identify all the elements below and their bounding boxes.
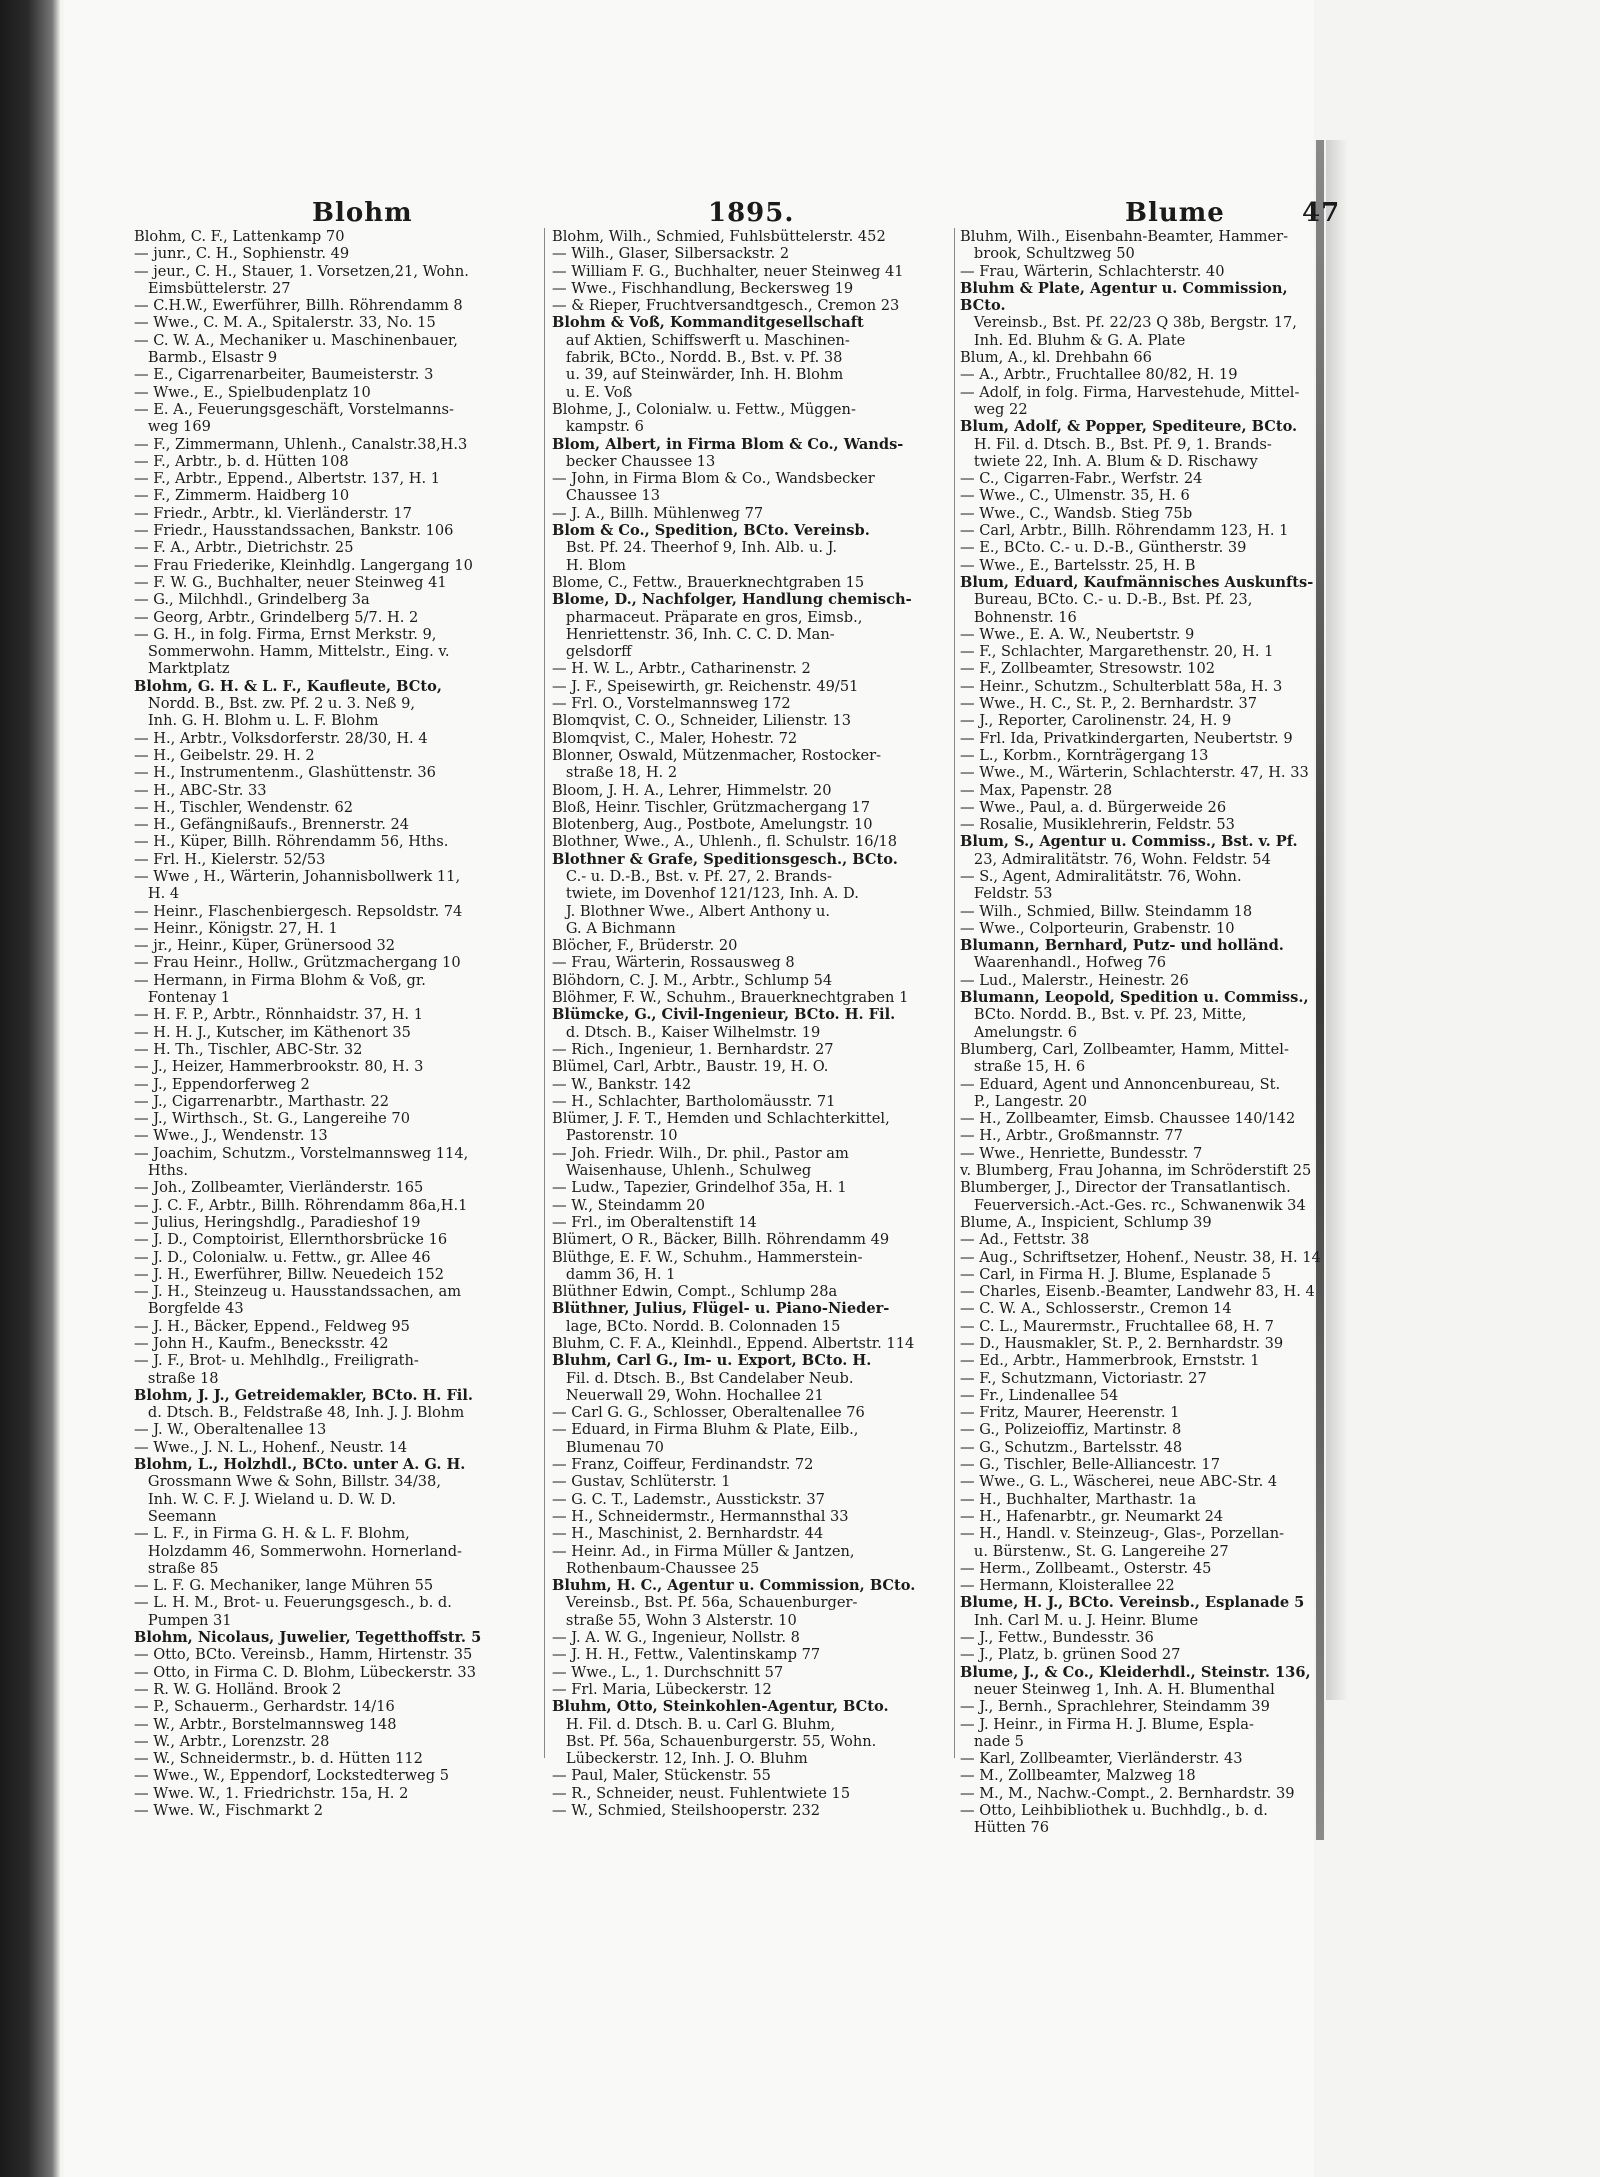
- directory-entry-line: kampstr. 6: [552, 418, 644, 436]
- directory-entry-line: — J. H., Steinzeug u. Hausstandssachen, am: [134, 1283, 462, 1301]
- directory-entry-line: Blume, J., & Co., Kleiderhdl., Steinstr. 136,: [960, 1663, 1311, 1681]
- directory-entry-line: — Otto, Leihbibliothek u. Buchhdlg., b. d.: [960, 1802, 1268, 1820]
- directory-entry-line: — S., Agent, Admiralitätstr. 76, Wohn.: [960, 867, 1242, 885]
- directory-entry-line: fabrik, BCto., Nordd. B., Bst. v. Pf. 38: [552, 349, 843, 367]
- directory-entry-line: Blum, Adolf, & Popper, Spediteure, BCto.: [960, 418, 1298, 436]
- directory-entry-line: — Wwe., Colporteurin, Grabenstr. 10: [960, 919, 1235, 937]
- directory-entry-line: — A., Arbtr., Fruchtallee 80/82, H. 19: [960, 366, 1238, 384]
- directory-entry-line: — Wwe., W., Eppendorf, Lockstedterweg 5: [134, 1767, 449, 1785]
- directory-entry-line: Blüthner Edwin, Compt., Schlump 28a: [552, 1283, 838, 1301]
- directory-entry-line: — & Rieper, Fruchtversandtgesch., Cremon 23: [552, 297, 900, 315]
- directory-entry-line: straße 55, Wohn 3 Alsterstr. 10: [552, 1611, 797, 1629]
- directory-entry-line: lage, BCto. Nordd. B. Colonnaden 15: [552, 1317, 841, 1335]
- directory-entry-line: straße 18, H. 2: [552, 764, 678, 782]
- directory-entry-line: — Charles, Eisenb.-Beamter, Landwehr 83, H. 4: [960, 1283, 1315, 1301]
- directory-entry-line: Bluhm, H. C., Agentur u. Commission, BCto.: [552, 1577, 916, 1595]
- directory-entry-line: — H., Schneidermstr., Hermannsthal 33: [552, 1507, 849, 1525]
- directory-entry-line: — Heinr., Schutzm., Schulterblatt 58a, H. 3: [960, 677, 1283, 695]
- directory-entry-line: Inh. W. C. F. J. Wieland u. D. W. D.: [134, 1490, 397, 1508]
- directory-entry-line: — E., BCto. C.- u. D.-B., Güntherstr. 39: [960, 539, 1247, 557]
- directory-entry-line: — J., Cigarrenarbtr., Marthastr. 22: [134, 1092, 390, 1110]
- directory-entry-line: — Heinr., Flaschenbiergesch. Repsoldstr. 74: [134, 902, 463, 920]
- directory-entry-line: — Wwe., C. M. A., Spitalerstr. 33, No. 15: [134, 314, 436, 332]
- directory-entry-line: — J. H. H., Fettw., Valentinskamp 77: [552, 1646, 821, 1664]
- directory-entry-line: Blümel, Carl, Arbtr., Baustr. 19, H. O.: [552, 1058, 829, 1076]
- running-head-year: 1895.: [708, 198, 795, 228]
- directory-entry-line: — Wwe., L., 1. Durchschnitt 57: [552, 1663, 784, 1681]
- column-rule-left: [544, 228, 545, 1758]
- directory-entry-line: — J. H., Ewerführer, Billw. Neuedeich 152: [134, 1265, 445, 1283]
- directory-entry-line: Blumberger, J., Director der Transatlantisch.: [960, 1179, 1291, 1197]
- directory-entry-line: Blum, S., Agentur u. Commiss., Bst. v. Pf.: [960, 833, 1298, 851]
- directory-entry-line: Bohnenstr. 16: [960, 608, 1077, 626]
- directory-entry-line: — H., Hafenarbtr., gr. Neumarkt 24: [960, 1507, 1224, 1525]
- directory-entry-line: twiete, im Dovenhof 121/123, Inh. A. D.: [552, 885, 859, 903]
- directory-entry-line: — L. F. G. Mechaniker, lange Mühren 55: [134, 1577, 434, 1595]
- directory-entry-line: J. Blothner Wwe., Albert Anthony u.: [552, 902, 831, 920]
- directory-entry-line: — J. D., Comptoirist, Ellernthorsbrücke 16: [134, 1231, 448, 1249]
- directory-entry-line: — H., Küper, Billh. Röhrendamm 56, Hths.: [134, 833, 449, 851]
- directory-entry-line: — H., Tischler, Wendenstr. 62: [134, 798, 354, 816]
- directory-entry-line: Amelungstr. 6: [960, 1023, 1078, 1041]
- directory-entry-line: — Georg, Arbtr., Grindelberg 5/7. H. 2: [134, 608, 419, 626]
- directory-entry-line: — G. H., in folg. Firma, Ernst Merkstr. 9,: [134, 625, 437, 643]
- directory-entry-line: Blotenberg, Aug., Postbote, Amelungstr. 10: [552, 816, 873, 834]
- directory-entry-line: auf Aktien, Schiffswerft u. Maschinen-: [552, 331, 850, 349]
- directory-entry-line: — Hermann, Kloisterallee 22: [960, 1577, 1175, 1595]
- directory-entry-line: — Frau, Wärterin, Rossausweg 8: [552, 954, 795, 972]
- directory-entry-line: — H., Arbtr., Großmannstr. 77: [960, 1127, 1183, 1145]
- directory-entry-line: pharmaceut. Präparate en gros, Eimsb.,: [552, 608, 863, 626]
- directory-entry-line: — Gustav, Schlüterstr. 1: [552, 1473, 731, 1491]
- directory-entry-line: — Joh., Zollbeamter, Vierländerstr. 165: [134, 1179, 424, 1197]
- directory-entry-line: H. Fil. d. Dtsch. B. u. Carl G. Bluhm,: [552, 1715, 836, 1733]
- directory-entry-line: — Lud., Malerstr., Heinestr. 26: [960, 971, 1189, 989]
- directory-entry-line: — Adolf, in folg. Firma, Harvestehude, Mittel-: [960, 383, 1300, 401]
- directory-entry-line: — W., Schneidermstr., b. d. Hütten 112: [134, 1750, 423, 1768]
- directory-entry-line: — Frl., im Oberaltenstift 14: [552, 1213, 757, 1231]
- directory-entry-line: G. A Bichmann: [552, 919, 676, 937]
- column-rule-right: [954, 228, 955, 1758]
- directory-column-3: [960, 228, 1332, 1837]
- directory-column-2: [552, 228, 952, 1819]
- directory-entry-line: — Ad., Fettstr. 38: [960, 1231, 1090, 1249]
- directory-entry-line: — G., Polizeioffiz, Martinstr. 8: [960, 1421, 1182, 1439]
- directory-entry-line: Blomqvist, C., Maler, Hohestr. 72: [552, 729, 798, 747]
- directory-entry-line: Holzdamm 46, Sommerwohn. Hornerland-: [134, 1542, 462, 1560]
- directory-entry-line: — Otto, in Firma C. D. Blohm, Lübeckerstr. 33: [134, 1663, 476, 1681]
- directory-entry-line: — Wwe., J. N. L., Hohenf., Neustr. 14: [134, 1438, 408, 1456]
- directory-entry-line: — F., Schlachter, Margarethenstr. 20, H. 1: [960, 643, 1274, 661]
- directory-entry-line: C.- u. D.-B., Bst. v. Pf. 27, 2. Brands-: [552, 867, 832, 885]
- directory-entry-line: Marktplatz: [134, 660, 230, 678]
- directory-entry-line: Sommerwohn. Hamm, Mittelstr., Eing. v.: [134, 643, 450, 661]
- directory-entry-line: Blöhmer, F. W., Schuhm., Brauerknechtgraben 1: [552, 989, 909, 1007]
- directory-entry-line: — Wwe., E., Spielbudenplatz 10: [134, 383, 371, 401]
- directory-entry-line: Bloß, Heinr. Tischler, Grützmachergang 17: [552, 798, 871, 816]
- directory-entry-line: — Frau Friederike, Kleinhdlg. Langergang 10: [134, 556, 473, 574]
- directory-entry-line: Blümer, J. F. T., Hemden und Schlachterkittel,: [552, 1110, 890, 1128]
- directory-entry-line: — M., M., Nachw.-Compt., 2. Bernhardstr. 39: [960, 1784, 1295, 1802]
- directory-entry-line: Henriettenstr. 36, Inh. C. C. D. Man-: [552, 625, 835, 643]
- directory-entry-line: — H., Zollbeamter, Eimsb. Chaussee 140/142: [960, 1110, 1296, 1128]
- directory-entry-line: Blohm, G. H. & L. F., Kaufleute, BCto,: [134, 677, 442, 695]
- directory-entry-line: — J. A. W. G., Ingenieur, Nollstr. 8: [552, 1629, 800, 1647]
- directory-entry-line: — J. C. F., Arbtr., Billh. Röhrendamm 86a,H.1: [134, 1196, 468, 1214]
- directory-entry-line: — Ed., Arbtr., Hammerbrook, Ernststr. 1: [960, 1352, 1260, 1370]
- directory-entry-line: Bluhm, Carl G., Im- u. Export, BCto. H.: [552, 1352, 872, 1370]
- directory-entry-line: — G., Milchhdl., Grindelberg 3a: [134, 591, 370, 609]
- directory-entry-line: — Julius, Heringshdlg., Paradieshof 19: [134, 1213, 421, 1231]
- directory-entry-line: — G., Schutzm., Bartelsstr. 48: [960, 1438, 1183, 1456]
- directory-entry-line: — Wwe., H. C., St. P., 2. Bernhardstr. 37: [960, 695, 1258, 713]
- directory-entry-line: — Wwe., Paul, a. d. Bürgerweide 26: [960, 798, 1227, 816]
- directory-entry-line: — Friedr., Hausstandssachen, Bankstr. 106: [134, 522, 454, 540]
- directory-entry-line: — J. F., Brot- u. Mehlhdlg., Freiligrath-: [134, 1352, 419, 1370]
- directory-entry-line: becker Chaussee 13: [552, 452, 716, 470]
- directory-entry-line: — J. F., Speisewirth, gr. Reichenstr. 49/51: [552, 677, 859, 695]
- directory-entry-line: — Wwe., E., Bartelsstr. 25, H. B: [960, 556, 1196, 574]
- directory-entry-line: — L. F., in Firma G. H. & L. F. Blohm,: [134, 1525, 410, 1543]
- directory-entry-line: — Frl. O., Vorstelmannsweg 172: [552, 695, 791, 713]
- directory-entry-line: Blohm, C. F., Lattenkamp 70: [134, 228, 345, 245]
- directory-entry-line: — H., Gefängnißaufs., Brennerstr. 24: [134, 816, 410, 834]
- directory-entry-line: Blöhdorn, C. J. M., Arbtr., Schlump 54: [552, 971, 833, 989]
- directory-entry-line: — Carl, Arbtr., Billh. Röhrendamm 123, H. 1: [960, 522, 1289, 540]
- directory-entry-line: — F., Zimmerm. Haidberg 10: [134, 487, 350, 505]
- directory-entry-line: — H., Geibelstr. 29. H. 2: [134, 746, 315, 764]
- directory-entry-line: — Wwe., Fischhandlung, Beckersweg 19: [552, 279, 854, 297]
- directory-entry-line: Blumann, Bernhard, Putz- und holländ.: [960, 937, 1284, 955]
- directory-entry-line: Eimsbüttelerstr. 27: [134, 279, 291, 297]
- directory-entry-line: — R., Schneider, neust. Fuhlentwiete 15: [552, 1784, 851, 1802]
- directory-entry-line: — Frl. Maria, Lübeckerstr. 12: [552, 1680, 772, 1698]
- directory-entry-line: — H., Instrumentenm., Glashüttenstr. 36: [134, 764, 436, 782]
- directory-entry-line: — H. H. J., Kutscher, im Käthenort 35: [134, 1023, 411, 1041]
- directory-entry-line: — H., Maschinist, 2. Bernhardstr. 44: [552, 1525, 824, 1543]
- directory-entry-line: — John, in Firma Blom & Co., Wandsbecker: [552, 470, 875, 488]
- directory-entry-line: Blonner, Oswald, Mützenmacher, Rostocker-: [552, 746, 881, 764]
- directory-entry-line: — Carl, in Firma H. J. Blume, Esplanade 5: [960, 1265, 1272, 1283]
- directory-entry-line: — F., Zimmermann, Uhlenh., Canalstr.38,H.3: [134, 435, 468, 453]
- directory-entry-line: Waarenhandl., Hofweg 76: [960, 954, 1167, 972]
- directory-entry-line: d. Dtsch. B., Feldstraße 48, Inh. J. J. Blohm: [134, 1404, 465, 1422]
- directory-entry-line: — J., Fettw., Bundesstr. 36: [960, 1629, 1154, 1647]
- directory-entry-line: — Wwe. W., 1. Friedrichstr. 15a, H. 2: [134, 1784, 409, 1802]
- directory-entry-line: Inh. Carl M. u. J. Heinr. Blume: [960, 1611, 1199, 1629]
- directory-entry-line: Bureau, BCto. C.- u. D.-B., Bst. Pf. 23,: [960, 591, 1253, 609]
- directory-entry-line: — H., Arbtr., Volksdorferstr. 28/30, H. 4: [134, 729, 428, 747]
- directory-entry-line: — C. W. A., Schlosserstr., Cremon 14: [960, 1300, 1232, 1318]
- directory-entry-line: — H., ABC-Str. 33: [134, 781, 267, 799]
- directory-entry-line: Bst. Pf. 56a, Schauenburgerstr. 55, Wohn.: [552, 1732, 877, 1750]
- directory-entry-line: — G., Tischler, Belle-Alliancestr. 17: [960, 1456, 1220, 1474]
- directory-entry-line: — H. Th., Tischler, ABC-Str. 32: [134, 1040, 363, 1058]
- directory-entry-line: — Ludw., Tapezier, Grindelhof 35a, H. 1: [552, 1179, 847, 1197]
- directory-entry-line: Blohm, Wilh., Schmied, Fuhlsbüttelerstr. 452: [552, 228, 886, 245]
- directory-entry-line: — J. W., Oberaltenallee 13: [134, 1421, 327, 1439]
- directory-entry-line: — J. A., Billh. Mühlenweg 77: [552, 504, 764, 522]
- directory-entry-line: — F., Schutzmann, Victoriastr. 27: [960, 1369, 1207, 1387]
- directory-entry-line: — C. W. A., Mechaniker u. Maschinenbauer,: [134, 331, 458, 349]
- directory-entry-line: Blom, Albert, in Firma Blom & Co., Wands-: [552, 435, 904, 453]
- directory-entry-line: Hths.: [134, 1162, 189, 1180]
- directory-entry-line: weg 169: [134, 418, 211, 436]
- directory-entry-line: straße 18: [134, 1369, 219, 1387]
- directory-entry-line: — C., Cigarren-Fabr., Werfstr. 24: [960, 470, 1203, 488]
- directory-entry-line: — Wilh., Schmied, Billw. Steindamm 18: [960, 902, 1253, 920]
- directory-entry-line: — F., Zollbeamter, Stresowstr. 102: [960, 660, 1216, 678]
- directory-entry-line: — J. H., Bäcker, Eppend., Feldweg 95: [134, 1317, 410, 1335]
- directory-entry-line: Blohm, L., Holzhdl., BCto. unter A. G. H.: [134, 1456, 466, 1474]
- directory-entry-line: BCto. Nordd. B., Bst. v. Pf. 23, Mitte,: [960, 1006, 1247, 1024]
- directory-entry-line: — Otto, BCto. Vereinsb., Hamm, Hirtenstr. 35: [134, 1646, 473, 1664]
- directory-entry-line: — Fritz, Maurer, Heerenstr. 1: [960, 1404, 1180, 1422]
- directory-entry-line: Bst. Pf. 24. Theerhof 9, Inh. Alb. u. J.: [552, 539, 837, 557]
- directory-entry-line: — Wwe., C., Wandsb. Stieg 75b: [960, 504, 1193, 522]
- directory-entry-line: 23, Admiralitätstr. 76, Wohn. Feldstr. 54: [960, 850, 1271, 868]
- directory-entry-line: — Wwe., Henriette, Bundesstr. 7: [960, 1144, 1203, 1162]
- directory-entry-line: — Friedr., Arbtr., kl. Vierländerstr. 17: [134, 504, 412, 522]
- directory-entry-line: Bluhm, Otto, Steinkohlen-Agentur, BCto.: [552, 1698, 889, 1716]
- directory-entry-line: weg 22: [960, 400, 1028, 418]
- directory-entry-line: — H., Handl. v. Steinzeug-, Glas-, Porzellan-: [960, 1525, 1285, 1543]
- directory-entry-line: nade 5: [960, 1732, 1024, 1750]
- directory-entry-line: — Frau Heinr., Hollw., Grützmachergang 10: [134, 954, 461, 972]
- directory-entry-line: — J., Reporter, Carolinenstr. 24, H. 9: [960, 712, 1232, 730]
- directory-entry-line: Fontenay 1: [134, 989, 231, 1007]
- directory-entry-line: u. 39, auf Steinwärder, Inh. H. Blohm: [552, 366, 844, 384]
- directory-entry-line: Blöcher, F., Brüderstr. 20: [552, 937, 738, 955]
- directory-entry-line: — Karl, Zollbeamter, Vierländerstr. 43: [960, 1750, 1243, 1768]
- directory-entry-line: Bluhm, Wilh., Eisenbahn-Beamter, Hammer-: [960, 228, 1289, 245]
- directory-entry-line: Bluhm & Plate, Agentur u. Commission, BCto.: [960, 279, 1293, 315]
- directory-entry-line: — Heinr., Königstr. 27, H. 1: [134, 919, 338, 937]
- directory-entry-line: — L. H. M., Brot- u. Feuerungsgesch., b. d.: [134, 1594, 452, 1612]
- directory-entry-line: Blohme, J., Colonialw. u. Fettw., Müggen-: [552, 400, 856, 418]
- directory-entry-line: Rothenbaum-Chaussee 25: [552, 1559, 760, 1577]
- directory-entry-line: Vereinsb., Bst. Pf. 56a, Schauenburger-: [552, 1594, 858, 1612]
- directory-entry-line: v. Blumberg, Frau Johanna, im Schröderstift 25: [960, 1162, 1312, 1180]
- page-number: 47: [1302, 198, 1341, 228]
- directory-entry-line: — J., Eppendorferweg 2: [134, 1075, 310, 1093]
- directory-entry-line: — jeur., C. H., Stauer, 1. Vorsetzen,21, Wohn.: [134, 262, 469, 280]
- directory-entry-line: Blum, Eduard, Kaufmännisches Auskunfts-: [960, 573, 1314, 591]
- directory-entry-line: — H., Buchhalter, Marthastr. 1a: [960, 1490, 1197, 1508]
- directory-entry-line: — W., Arbtr., Lorenzstr. 28: [134, 1732, 330, 1750]
- directory-entry-line: — F., Arbtr., Eppend., Albertstr. 137, H. 1: [134, 470, 441, 488]
- directory-entry-line: brook, Schultzweg 50: [960, 245, 1135, 263]
- directory-entry-line: Barmb., Elsastr 9: [134, 349, 278, 367]
- directory-entry-line: Borgfelde 43: [134, 1300, 244, 1318]
- directory-entry-line: Blothner & Grafe, Speditionsgesch., BCto.: [552, 850, 898, 868]
- directory-entry-line: — F. W. G., Buchhalter, neuer Steinweg 41: [134, 573, 447, 591]
- directory-entry-line: Blüthge, E. F. W., Schuhm., Hammerstein-: [552, 1248, 863, 1266]
- directory-entry-line: Blumberg, Carl, Zollbeamter, Hamm, Mittel-: [960, 1040, 1289, 1058]
- directory-entry-line: — Franz, Coiffeur, Ferdinandstr. 72: [552, 1456, 814, 1474]
- directory-entry-line: — Carl G. G., Schlosser, Oberaltenallee 76: [552, 1404, 865, 1422]
- directory-entry-line: Blumenau 70: [552, 1438, 664, 1456]
- directory-entry-line: — Rich., Ingenieur, 1. Bernhardstr. 27: [552, 1040, 834, 1058]
- directory-entry-line: — D., Hausmakler, St. P., 2. Bernhardstr. 39: [960, 1335, 1284, 1352]
- directory-entry-line: — E., Cigarrenarbeiter, Baumeisterstr. 3: [134, 366, 434, 384]
- directory-entry-line: Bluhm, C. F. A., Kleinhdl., Eppend. Albertstr. 114: [552, 1335, 915, 1352]
- directory-entry-line: — J. Heinr., in Firma H. J. Blume, Espla-: [960, 1715, 1254, 1733]
- directory-entry-line: Bloom, J. H. A., Lehrer, Himmelstr. 20: [552, 781, 832, 799]
- directory-entry-line: Hütten 76: [960, 1819, 1050, 1837]
- directory-entry-line: Inh. Ed. Bluhm & G. A. Plate: [960, 331, 1186, 349]
- directory-entry-line: — Wwe., G. L., Wäscherei, neue ABC-Str. 4: [960, 1473, 1278, 1491]
- directory-entry-line: — R. W. G. Holländ. Brook 2: [134, 1680, 342, 1698]
- directory-entry-line: — M., Zollbeamter, Malzweg 18: [960, 1767, 1196, 1785]
- directory-entry-line: u. E. Voß: [552, 383, 633, 401]
- directory-entry-line: — Wwe., M., Wärterin, Schlachterstr. 47, H. 33: [960, 764, 1309, 782]
- directory-entry-line: Lübeckerstr. 12, Inh. J. O. Bluhm: [552, 1750, 808, 1768]
- directory-entry-line: Blohm & Voß, Kommanditgesellschaft: [552, 314, 864, 332]
- directory-entry-line: H. Blom: [552, 556, 626, 574]
- directory-entry-line: — Frau, Wärterin, Schlachterstr. 40: [960, 262, 1225, 280]
- directory-entry-line: — F. A., Arbtr., Dietrichstr. 25: [134, 539, 354, 557]
- directory-entry-line: u. Bürstenw., St. G. Langereihe 27: [960, 1542, 1229, 1560]
- directory-entry-line: — W., Steindamm 20: [552, 1196, 706, 1214]
- directory-entry-line: — F., Arbtr., b. d. Hütten 108: [134, 452, 349, 470]
- directory-entry-line: — C.H.W., Ewerführer, Billh. Röhrendamm 8: [134, 297, 463, 315]
- directory-entry-line: Blohm, J. J., Getreidemakler, BCto. H. Fil.: [134, 1386, 473, 1404]
- running-head-right: Blume: [1125, 198, 1225, 228]
- directory-entry-line: — Joachim, Schutzm., Vorstelmannsweg 114,: [134, 1144, 469, 1162]
- directory-entry-line: — William F. G., Buchhalter, neuer Steinweg 41: [552, 262, 904, 280]
- directory-entry-line: — G. C. T., Lademstr., Ausstickstr. 37: [552, 1490, 825, 1508]
- directory-entry-line: Grossmann Wwe & Sohn, Billstr. 34/38,: [134, 1473, 441, 1491]
- directory-entry-line: Blümert, O R., Bäcker, Billh. Röhrendamm 49: [552, 1231, 890, 1249]
- directory-entry-line: Vereinsb., Bst. Pf. 22/23 Q 38b, Bergstr. 17,: [960, 314, 1297, 332]
- directory-entry-line: — Wwe , H., Wärterin, Johannisbollwerk 11,: [134, 867, 461, 885]
- directory-entry-line: — Max, Papenstr. 28: [960, 781, 1113, 799]
- directory-entry-line: — Heinr. Ad., in Firma Müller & Jantzen,: [552, 1542, 855, 1560]
- book-binding-shadow: [0, 0, 60, 2177]
- directory-entry-line: — Herm., Zollbeamt., Osterstr. 45: [960, 1559, 1212, 1577]
- directory-entry-line: — junr., C. H., Sophienstr. 49: [134, 245, 350, 263]
- directory-entry-line: — H. W. L., Arbtr., Catharinenstr. 2: [552, 660, 811, 678]
- directory-entry-line: d. Dtsch. B., Kaiser Wilhelmstr. 19: [552, 1023, 821, 1041]
- directory-entry-line: — W., Arbtr., Borstelmannsweg 148: [134, 1715, 397, 1733]
- directory-entry-line: Pastorenstr. 10: [552, 1127, 678, 1145]
- directory-entry-line: Chaussee 13: [552, 487, 661, 505]
- directory-entry-line: Blom & Co., Spedition, BCto. Vereinsb.: [552, 522, 870, 540]
- directory-entry-line: — Eduard, Agent und Annoncenbureau, St.: [960, 1075, 1281, 1093]
- directory-entry-line: Neuerwall 29, Wohn. Hochallee 21: [552, 1386, 824, 1404]
- directory-entry-line: — P., Schauerm., Gerhardstr. 14/16: [134, 1698, 395, 1716]
- directory-entry-line: — L., Korbm., Kornträgergang 13: [960, 746, 1209, 764]
- directory-entry-line: Pumpen 31: [134, 1611, 232, 1629]
- directory-entry-line: — C. L., Maurermstr., Fruchtallee 68, H. 7: [960, 1317, 1274, 1335]
- directory-entry-line: — Wwe. W., Fischmarkt 2: [134, 1802, 324, 1820]
- directory-entry-line: Blumann, Leopold, Spedition u. Commiss.,: [960, 989, 1309, 1007]
- running-head-left: Blohm: [312, 198, 413, 228]
- directory-entry-line: Blume, H. J., BCto. Vereinsb., Esplanade 5: [960, 1594, 1305, 1612]
- directory-entry-line: — W., Schmied, Steilshooperstr. 232: [552, 1802, 821, 1820]
- directory-entry-line: Fil. d. Dtsch. B., Bst Candelaber Neub.: [552, 1369, 854, 1387]
- directory-entry-line: — W., Bankstr. 142: [552, 1075, 692, 1093]
- directory-entry-line: — Fr., Lindenallee 54: [960, 1386, 1119, 1404]
- directory-entry-line: — John H., Kaufm., Benecksstr. 42: [134, 1335, 389, 1352]
- directory-entry-line: — J., Wirthsch., St. G., Langereihe 70: [134, 1110, 410, 1128]
- directory-entry-line: Feuerversich.-Act.-Ges. rc., Schwanenwik 34: [960, 1196, 1306, 1214]
- directory-entry-line: — J., Platz, b. grünen Sood 27: [960, 1646, 1181, 1664]
- directory-entry-line: Feldstr. 53: [960, 885, 1053, 903]
- directory-entry-line: Blomqvist, C. O., Schneider, Lilienstr. 13: [552, 712, 852, 730]
- directory-entry-line: — Aug., Schriftsetzer, Hohenf., Neustr. 38, H. 14: [960, 1248, 1321, 1266]
- directory-entry-line: — Rosalie, Musiklehrerin, Feldstr. 53: [960, 816, 1235, 834]
- directory-entry-line: — J. D., Colonialw. u. Fettw., gr. Allee 46: [134, 1248, 431, 1266]
- directory-entry-line: Blohm, Nicolaus, Juwelier, Tegetthoffstr. 5: [134, 1629, 482, 1647]
- directory-entry-line: — Wwe., C., Ulmenstr. 35, H. 6: [960, 487, 1190, 505]
- directory-entry-line: H. Fil. d. Dtsch. B., Bst. Pf. 9, 1. Brands-: [960, 435, 1272, 453]
- directory-entry-line: — Wilh., Glaser, Silbersackstr. 2: [552, 245, 790, 263]
- directory-entry-line: — Frl. Ida, Privatkindergarten, Neubertstr. 9: [960, 729, 1293, 747]
- directory-entry-line: — Paul, Maler, Stückenstr. 55: [552, 1767, 771, 1785]
- directory-entry-line: Blümcke, G., Civil-Ingenieur, BCto. H. Fil.: [552, 1006, 896, 1024]
- directory-entry-line: gelsdorff: [552, 643, 632, 661]
- directory-entry-line: — jr., Heinr., Küper, Grünersood 32: [134, 937, 396, 955]
- directory-entry-line: Nordd. B., Bst. zw. Pf. 2 u. 3. Neß 9,: [134, 695, 415, 713]
- directory-entry-line: Blome, D., Nachfolger, Handlung chemisch-: [552, 591, 912, 609]
- directory-entry-line: Blüthner, Julius, Flügel- u. Piano-Nieder-: [552, 1300, 890, 1318]
- directory-entry-line: — E. A., Feuerungsgeschäft, Vorstelmanns-: [134, 400, 454, 418]
- directory-entry-line: — H. F. P., Arbtr., Rönnhaidstr. 37, H. 1: [134, 1006, 423, 1024]
- directory-entry-line: Waisenhause, Uhlenh., Schulweg: [552, 1162, 812, 1180]
- directory-entry-line: — Wwe., E. A. W., Neubertstr. 9: [960, 625, 1195, 643]
- directory-entry-line: straße 85: [134, 1559, 219, 1577]
- directory-entry-line: — Frl. H., Kielerstr. 52/53: [134, 850, 326, 868]
- directory-column-1: [134, 228, 530, 1819]
- directory-entry-line: damm 36, H. 1: [552, 1265, 676, 1283]
- directory-entry-line: neuer Steinweg 1, Inh. A. H. Blumenthal: [960, 1680, 1275, 1698]
- directory-entry-line: — Hermann, in Firma Blohm & Voß, gr.: [134, 971, 426, 989]
- directory-entry-line: — H., Schlachter, Bartholomäusstr. 71: [552, 1092, 836, 1110]
- directory-entry-line: twiete 22, Inh. A. Blum & D. Rischawy: [960, 452, 1258, 470]
- directory-entry-line: Inh. G. H. Blohm u. L. F. Blohm: [134, 712, 379, 730]
- directory-entry-line: P., Langestr. 20: [960, 1092, 1088, 1110]
- directory-entry-line: Blothner, Wwe., A., Uhlenh., fl. Schulstr. 16/18: [552, 833, 898, 851]
- directory-entry-line: — Wwe., J., Wendenstr. 13: [134, 1127, 328, 1145]
- directory-entry-line: — Eduard, in Firma Bluhm & Plate, Eilb.,: [552, 1421, 859, 1439]
- directory-entry-line: — J., Bernh., Sprachlehrer, Steindamm 39: [960, 1698, 1270, 1716]
- directory-entry-line: Seemann: [134, 1507, 217, 1525]
- directory-entry-line: Blume, A., Inspicient, Schlump 39: [960, 1213, 1212, 1231]
- directory-entry-line: straße 15, H. 6: [960, 1058, 1086, 1076]
- directory-entry-line: — Joh. Friedr. Wilh., Dr. phil., Pastor am: [552, 1144, 849, 1162]
- directory-entry-line: Blome, C., Fettw., Brauerknechtgraben 15: [552, 573, 865, 591]
- directory-entry-line: H. 4: [134, 885, 180, 903]
- directory-entry-line: Blum, A., kl. Drehbahn 66: [960, 349, 1152, 367]
- directory-entry-line: — J., Heizer, Hammerbrookstr. 80, H. 3: [134, 1058, 424, 1076]
